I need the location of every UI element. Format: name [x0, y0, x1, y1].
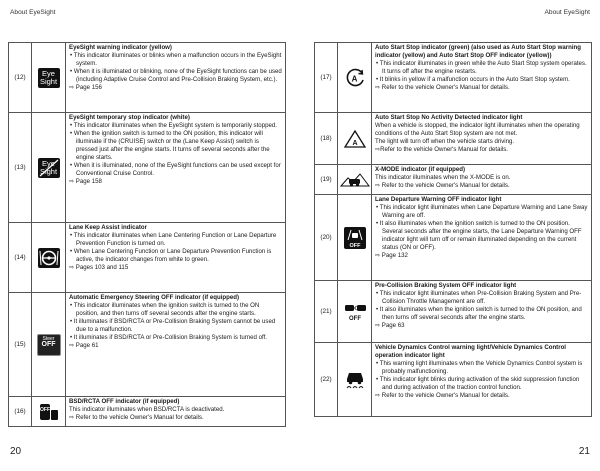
- row-line: This indicator illuminates when the X-MODE is on.: [375, 174, 511, 182]
- page-number-left: 20: [10, 446, 22, 457]
- header-right: About EyeSight: [544, 9, 590, 16]
- indicator-table-left: [8, 42, 286, 427]
- indicator-table-right: [314, 42, 592, 417]
- page-reference: ⇨ Refer to the vehicle Owner's Manual for details.: [375, 182, 510, 190]
- row-line: • It illuminates if BSD/RCTA or Pre-Collision Braking System cannot be used due to a malfunction.: [70, 318, 276, 334]
- table-row: [315, 165, 592, 195]
- row-line: • When it is illuminated, none of the EyeSight functions can be used except for Conventional Cruise Control.: [70, 162, 281, 178]
- table-row: [315, 43, 592, 113]
- page-reference: ⇨ Refer to the vehicle Owner's Manual for details.: [375, 84, 510, 92]
- row-title: Auto Start Stop No Activity Detected indicator light: [375, 114, 523, 121]
- page-reference: ⇨ Page 156: [69, 84, 102, 92]
- row-line: • This indicator illuminates when Lane Centering Function or Lane Departure Prevention Function is turned on.: [70, 232, 277, 248]
- icon-label: Eye: [42, 158, 55, 168]
- icon-label: OFF: [349, 242, 360, 249]
- page-reference: ⇨ Page 132: [375, 252, 408, 260]
- page-reference: ⇨ Page 61: [69, 342, 99, 350]
- row-number: (12): [9, 43, 32, 113]
- row-line: • When the ignition switch is turned to the ON position, this indicator will illuminate if the (CRUISE) switch or the (Lane Keep Assist) switch is pressed just after the engine starts. It turns off several seconds after the engine starts.: [70, 130, 270, 162]
- table-row: [315, 113, 592, 165]
- icon-label: OFF: [39, 406, 50, 413]
- table-row: [9, 223, 286, 293]
- table-row: [9, 113, 286, 223]
- icon-label: Steer: [42, 335, 55, 342]
- row-line: • This indicator light blinks during activation of the skid suppression function and during activation of the traction control function.: [376, 376, 580, 392]
- row-title: X-MODE indicator (if equipped): [375, 166, 466, 173]
- row-line: • When Lane Centering Function or Lane Departure Prevention Function is active, the indicator changes from white to green.: [70, 248, 272, 264]
- pre-collision-braking-off-icon: [338, 281, 372, 343]
- eyesight-warning-icon: [32, 43, 66, 113]
- row-line: • When it is illuminated or blinking, none of the EyeSight functions can be used (including Adaptive Cruise Control and Pre-Collision Braking System, etc.).: [70, 68, 282, 84]
- row-title: BSD/RCTA OFF indicator (if equipped): [69, 398, 180, 405]
- row-title: EyeSight warning indicator (yellow): [69, 44, 172, 51]
- x-mode-icon: [338, 165, 372, 195]
- row-title: Automatic Emergency Steering OFF indicator (if equipped): [69, 294, 239, 301]
- page-number-right: 21: [578, 446, 590, 457]
- table-row: [315, 343, 592, 417]
- eyesight-temporary-stop-icon: [32, 113, 66, 223]
- page-reference: ⇨ Refer to the vehicle Owner's Manual for details.: [375, 392, 510, 400]
- row-line: • This indicator illuminates when the ignition switch is turned to the ON position, and then turns off several seconds after the engine starts.: [70, 302, 260, 318]
- row-number: (20): [315, 195, 338, 281]
- row-line: • This indicator illuminates when the EyeSight system is temporarily stopped.: [70, 122, 277, 130]
- icon-label: A: [351, 139, 358, 147]
- aes-off-icon: [32, 293, 66, 397]
- icon-label: Sight: [39, 76, 58, 86]
- row-title: EyeSight temporary stop indicator (white): [69, 114, 190, 121]
- table-row: [315, 281, 592, 343]
- icon-label: A: [351, 74, 357, 83]
- row-number: (16): [9, 397, 32, 427]
- vehicle-dynamics-control-icon: [338, 343, 372, 417]
- row-number: (18): [315, 113, 338, 165]
- row-number: (14): [9, 223, 32, 293]
- row-line: • It also illuminates when the ignition switch is turned to the ON position, and then turns off several seconds after the engine starts.: [376, 306, 582, 322]
- bsd-rcta-off-icon: [32, 397, 66, 427]
- row-line: • This indicator illuminates in green while the Auto Start Stop system operates. It turns off after the engine restarts.: [376, 60, 587, 76]
- row-line: • This warning light illuminates when the Vehicle Dynamics Control system is probably malfunctioning.: [376, 360, 583, 376]
- row-number: (21): [315, 281, 338, 343]
- row-number: (15): [9, 293, 32, 397]
- page-reference: ⇨ Page 63: [375, 322, 405, 330]
- row-number: (17): [315, 43, 338, 113]
- row-title: Pre-Collision Braking System OFF indicator light: [375, 282, 517, 289]
- table-row: [9, 397, 286, 427]
- row-line: • It illuminates if BSD/RCTA or Pre-Collision Braking System is turned off.: [70, 334, 267, 342]
- row-title: Auto Start Stop indicator (green) (also used as Auto Start Stop warning indicator (yellow) and Auto Start Stop OFF indicator (yellow)): [375, 44, 581, 60]
- row-title: Vehicle Dynamics Control warning light/Vehicle Dynamics Control operation indicator light: [375, 344, 566, 360]
- row-line: • It blinks in yellow if a malfunction occurs in the Auto Start Stop system.: [376, 76, 570, 84]
- lane-keep-assist-icon: [32, 223, 66, 293]
- auto-start-stop-not-active-icon: [338, 113, 372, 165]
- row-line: • It also illuminates when the ignition switch is turned to the ON position. Several seconds after the engine starts, the Lane Departure Warning OFF indicator light will turn off or remain illuminated depending on the current status (ON or OFF).: [376, 220, 582, 252]
- header-left: About EyeSight: [10, 9, 56, 16]
- icon-label: Eye: [42, 68, 55, 78]
- row-number: (13): [9, 113, 32, 223]
- auto-start-stop-icon: [338, 43, 372, 113]
- icon-label: OFF: [348, 315, 361, 322]
- row-title: Lane Departure Warning OFF indicator light: [375, 196, 502, 203]
- page-reference: ⇨Refer to the vehicle Owner's Manual for details.: [375, 146, 508, 154]
- page-reference: ⇨ Refer to the vehicle Owner's Manual for details.: [69, 414, 204, 422]
- row-line: This indicator illuminates when BSD/RCTA is deactivated.: [69, 406, 225, 414]
- row-number: (19): [315, 165, 338, 195]
- table-row: [9, 43, 286, 113]
- table-row: [315, 195, 592, 281]
- row-line: The light will turn off when the vehicle starts driving.: [375, 138, 515, 146]
- lane-departure-warning-off-icon: [338, 195, 372, 281]
- row-number: (22): [315, 343, 338, 417]
- row-line: When a vehicle is stopped, the indicator light illuminates when the operating conditions of the Auto Start Stop system are not met.: [375, 122, 580, 138]
- page-reference: ⇨ Pages 103 and 115: [69, 264, 129, 272]
- row-line: • This indicator illuminates or blinks when a malfunction occurs in the EyeSight system.: [70, 52, 282, 68]
- table-row: [9, 293, 286, 397]
- page-reference: ⇨ Page 158: [69, 178, 102, 186]
- row-line: • This indicator light illuminates when Pre-Collision Braking System and Pre-Collision Throttle Management are off.: [376, 290, 582, 306]
- row-title: Lane Keep Assist indicator: [69, 224, 147, 231]
- row-line: • This indicator light illuminates when Lane Departure Warning and Lane Sway Warning are off.: [376, 204, 588, 220]
- icon-label: Sight: [39, 166, 58, 176]
- icon-label: OFF: [41, 340, 56, 348]
